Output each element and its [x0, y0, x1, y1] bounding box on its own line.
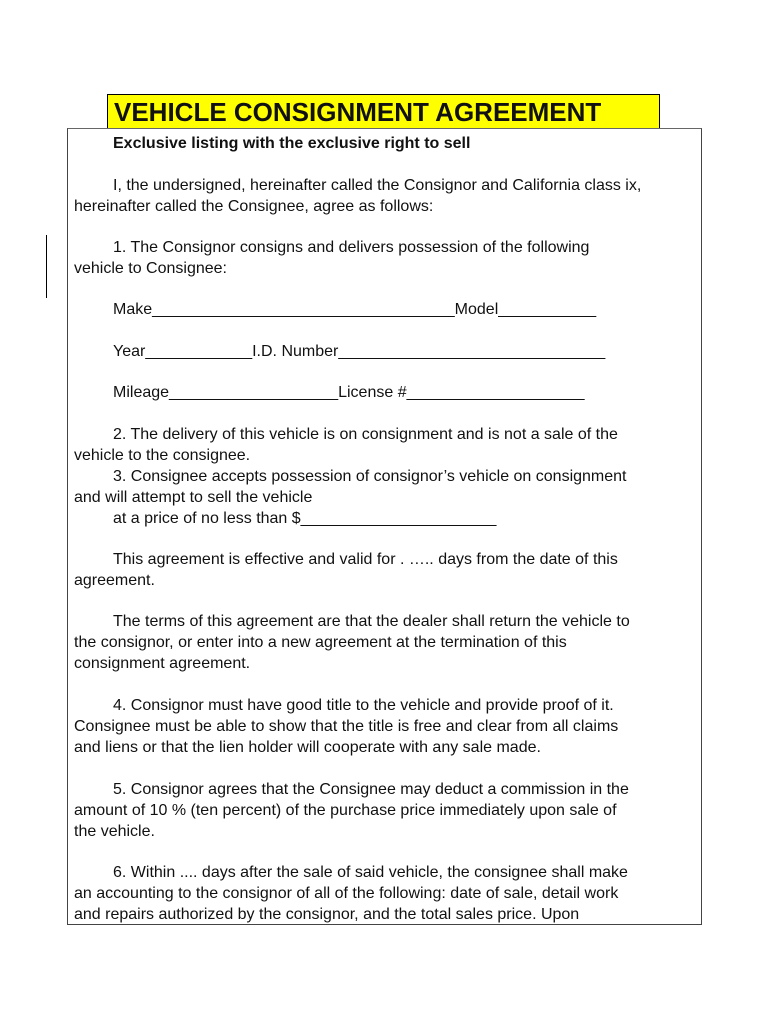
clause-3-line-2: and will attempt to sell the vehicle — [74, 489, 313, 506]
year-id-field: Year____________I.D. Number______________________________ — [113, 343, 606, 360]
clause-6-line-2: an accounting to the consignor of all of the following: date of sale, detail work — [74, 885, 619, 902]
clause-3-price-line: at a price of no less than $______________________ — [113, 510, 497, 527]
mileage-license-field: Mileage___________________License #____________________ — [113, 384, 585, 401]
clause-1-line-2: vehicle to Consignee: — [74, 260, 227, 277]
terms-line-1: The terms of this agreement are that the dealer shall return the vehicle to — [113, 613, 630, 630]
clause-1-line-1: 1. The Consignor consigns and delivers possession of the following — [113, 239, 590, 256]
margin-change-bar — [46, 235, 47, 298]
title-banner — [107, 94, 660, 129]
clause-5-line-3: the vehicle. — [74, 823, 155, 840]
clause-5-line-2: amount of 10 % (ten percent) of the purchase price immediately upon sale of — [74, 802, 617, 819]
document-title: VEHICLE CONSIGNMENT AGREEMENT — [114, 97, 602, 127]
clause-2-line-1: 2. The delivery of this vehicle is on consignment and is not a sale of the — [113, 426, 618, 443]
effective-line-1: This agreement is effective and valid for . ….. days from the date of this — [113, 551, 618, 568]
clause-4-line-1: 4. Consignor must have good title to the vehicle and provide proof of it. — [113, 697, 614, 714]
subtitle: Exclusive listing with the exclusive right to sell — [113, 135, 471, 152]
clause-4-line-2: Consignee must be able to show that the title is free and clear from all claims — [74, 718, 619, 735]
clause-4-line-3: and liens or that the lien holder will cooperate with any sale made. — [74, 739, 541, 756]
clause-5-line-1: 5. Consignor agrees that the Consignee may deduct a commission in the — [113, 781, 629, 798]
clause-6-line-1: 6. Within .... days after the sale of said vehicle, the consignee shall make — [113, 864, 628, 881]
clause-3-line-1: 3. Consignee accepts possession of consignor’s vehicle on consignment — [113, 468, 627, 485]
intro-line-1: I, the undersigned, hereinafter called the Consignor and California class ix, — [113, 177, 642, 194]
make-model-field: Make__________________________________Model___________ — [113, 301, 597, 318]
clause-6-line-3: and repairs authorized by the consignor, and the total sales price. Upon — [74, 906, 580, 923]
terms-line-3: consignment agreement. — [74, 655, 251, 672]
terms-line-2: the consignor, or enter into a new agreement at the termination of this — [74, 634, 567, 651]
clause-2-line-2: vehicle to the consignee. — [74, 447, 251, 464]
intro-line-2: hereinafter called the Consignee, agree as follows: — [74, 198, 434, 215]
effective-line-2: agreement. — [74, 572, 155, 589]
